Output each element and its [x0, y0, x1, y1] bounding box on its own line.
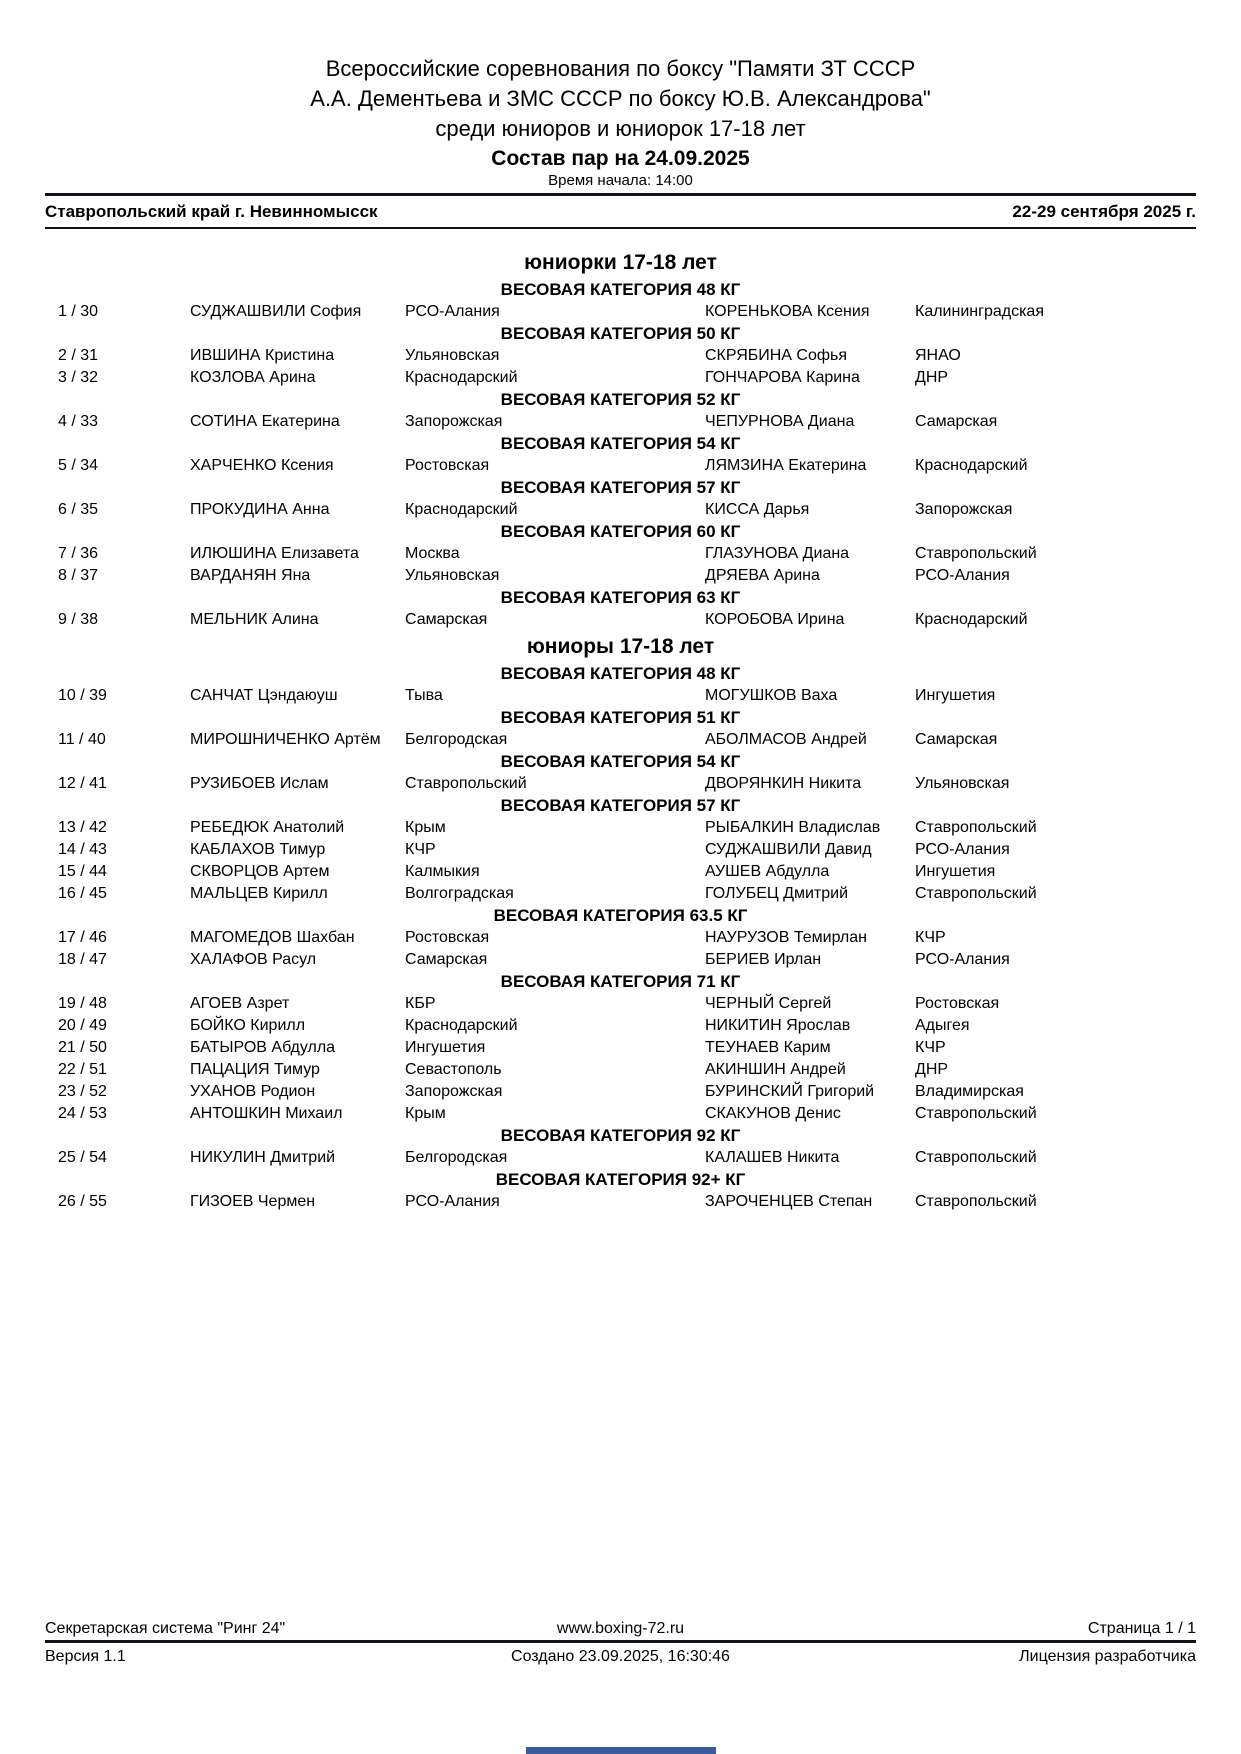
weight-category-title: ВЕСОВАЯ КАТЕГОРИЯ 48 КГ	[500, 664, 741, 683]
pair-number: 4 / 33	[58, 413, 99, 430]
blue-corner-region: Владимирская	[915, 1083, 1024, 1100]
blue-corner-region: Ставропольский	[915, 545, 1037, 562]
pair-row	[58, 1147, 1196, 1169]
pair-number: 20 / 49	[58, 1017, 107, 1034]
pair-number: 7 / 36	[58, 545, 99, 562]
blue-corner-name: МОГУШКОВ Ваха	[705, 687, 838, 704]
pair-list	[0, 345, 1241, 389]
pair-number: 5 / 34	[58, 457, 99, 474]
pair-number: 10 / 39	[58, 687, 107, 704]
license-label: Лицензия разработчика	[1019, 1648, 1196, 1665]
red-corner-region: Ингушетия	[405, 1039, 486, 1056]
weight-category	[0, 587, 1241, 631]
red-corner-name: СУДЖАШВИЛИ София	[190, 303, 362, 320]
weight-category	[0, 433, 1241, 477]
red-corner-name: БАТЫРОВ Абдулла	[190, 1039, 336, 1056]
competition-title	[0, 0, 1241, 144]
pair-list	[0, 499, 1241, 521]
start-time-line: Время начала: 14:00	[548, 172, 693, 189]
blue-corner-region: РСО-Алания	[915, 951, 1010, 968]
pair-row	[58, 729, 1196, 751]
pair-list	[0, 1191, 1241, 1213]
red-corner-region: Самарская	[405, 951, 488, 968]
age-section	[0, 249, 1241, 631]
weight-category-title: ВЕСОВАЯ КАТЕГОРИЯ 60 КГ	[500, 522, 741, 541]
pair-number: 25 / 54	[58, 1149, 107, 1166]
blue-corner-region: Адыгея	[915, 1017, 970, 1034]
blue-corner-region: Самарская	[915, 731, 998, 748]
pair-row	[58, 1015, 1196, 1037]
red-corner-name: МАЛЬЦЕВ Кирилл	[190, 885, 328, 902]
pair-row	[58, 927, 1196, 949]
red-corner-name: РЕБЕДЮК Анатолий	[190, 819, 345, 836]
red-corner-region: Краснодарский	[405, 501, 518, 518]
blue-corner-name: СКАКУНОВ Денис	[705, 1105, 841, 1122]
blue-corner-region: Ингушетия	[915, 863, 996, 880]
pair-list	[0, 817, 1241, 905]
pair-number: 23 / 52	[58, 1083, 107, 1100]
age-section	[0, 633, 1241, 1213]
blue-corner-name: КИССА Дарья	[705, 501, 810, 518]
blue-corner-region: Ставропольский	[915, 1149, 1037, 1166]
home-indicator-bar	[526, 1747, 716, 1754]
blue-corner-region: Ставропольский	[915, 1105, 1037, 1122]
red-corner-region: РСО-Алания	[405, 1193, 500, 1210]
blue-corner-name: КОРОБОВА Ирина	[705, 611, 845, 628]
blue-corner-name: БЕРИЕВ Ирлан	[705, 951, 822, 968]
red-corner-region: Самарская	[405, 611, 488, 628]
blue-corner-region: ДНР	[915, 369, 949, 386]
red-corner-name: УХАНОВ Родион	[190, 1083, 316, 1100]
red-corner-region: РСО-Алания	[405, 303, 500, 320]
red-corner-region: Запорожская	[405, 413, 503, 430]
pair-number: 21 / 50	[58, 1039, 107, 1056]
red-corner-region: Крым	[405, 1105, 446, 1122]
blue-corner-name: ТЕУНАЕВ Карим	[705, 1039, 831, 1056]
category-list	[0, 279, 1241, 631]
pair-list	[0, 729, 1241, 751]
red-corner-name: СКВОРЦОВ Артем	[190, 863, 330, 880]
red-corner-region: Калмыкия	[405, 863, 480, 880]
red-corner-name: ВАРДАНЯН Яна	[190, 567, 311, 584]
weight-category-title: ВЕСОВАЯ КАТЕГОРИЯ 50 КГ	[500, 324, 741, 343]
location-text: Ставропольский край г. Невинномысск	[45, 202, 378, 221]
pair-row	[58, 455, 1196, 477]
red-corner-name: АГОЕВ Азрет	[190, 995, 290, 1012]
weight-category-title: ВЕСОВАЯ КАТЕГОРИЯ 63 КГ	[500, 588, 741, 607]
weight-category-title: ВЕСОВАЯ КАТЕГОРИЯ 71 КГ	[500, 972, 741, 991]
blue-corner-region: КЧР	[915, 1039, 946, 1056]
red-corner-region: Крым	[405, 819, 446, 836]
weight-category	[0, 323, 1241, 389]
blue-corner-name: ГЛАЗУНОВА Диана	[705, 545, 850, 562]
blue-corner-name: ДВОРЯНКИН Никита	[705, 775, 862, 792]
weight-category	[0, 477, 1241, 521]
blue-corner-name: ЛЯМЗИНА Екатерина	[705, 457, 867, 474]
weight-category	[0, 1125, 1241, 1169]
blue-corner-region: Краснодарский	[915, 457, 1028, 474]
pair-list	[0, 927, 1241, 971]
blue-corner-name: ГОЛУБЕЦ Дмитрий	[705, 885, 849, 902]
red-corner-region: Тыва	[405, 687, 443, 704]
title-line-2: А.А. Дементьева и ЗМС СССР по боксу Ю.В. Александрова"	[310, 86, 931, 111]
pairs-date-line: Состав пар на 24.09.2025	[491, 147, 750, 170]
red-corner-region: Краснодарский	[405, 1017, 518, 1034]
blue-corner-region: Ростовская	[915, 995, 1000, 1012]
blue-corner-name: ЗАРОЧЕНЦЕВ Степан	[705, 1193, 873, 1210]
pair-row	[58, 543, 1196, 565]
location-row	[45, 196, 1196, 227]
pair-number: 14 / 43	[58, 841, 107, 858]
red-corner-region: КБР	[405, 995, 436, 1012]
red-corner-name: МЕЛЬНИК Алина	[190, 611, 319, 628]
weight-category-title: ВЕСОВАЯ КАТЕГОРИЯ 92+ КГ	[495, 1170, 746, 1189]
pairs-list	[0, 249, 1241, 1213]
weight-category-title: ВЕСОВАЯ КАТЕГОРИЯ 57 КГ	[500, 796, 741, 815]
red-corner-region: Ульяновская	[405, 567, 500, 584]
blue-corner-name: АУШЕВ Абдулла	[705, 863, 830, 880]
blue-corner-region: Самарская	[915, 413, 998, 430]
weight-category-title: ВЕСОВАЯ КАТЕГОРИЯ 52 КГ	[500, 390, 741, 409]
pair-row	[58, 499, 1196, 521]
red-corner-name: РУЗИБОЕВ Ислам	[190, 775, 329, 792]
pair-list	[0, 543, 1241, 587]
pair-list	[0, 1147, 1241, 1169]
pair-row	[58, 565, 1196, 587]
red-corner-region: Ставропольский	[405, 775, 527, 792]
pair-list	[0, 301, 1241, 323]
red-corner-name: ПАЦАЦИЯ Тимур	[190, 1061, 320, 1078]
pair-list	[0, 773, 1241, 795]
red-corner-region: Ростовская	[405, 929, 490, 946]
blue-corner-name: НАУРУЗОВ Темирлан	[705, 929, 867, 946]
red-corner-name: НИКУЛИН Дмитрий	[190, 1149, 336, 1166]
document-header	[0, 0, 1241, 229]
blue-corner-region: Ставропольский	[915, 1193, 1037, 1210]
weight-category	[0, 279, 1241, 323]
pair-number: 17 / 46	[58, 929, 107, 946]
blue-corner-region: ДНР	[915, 1061, 949, 1078]
blue-corner-name: АКИНШИН Андрей	[705, 1061, 846, 1078]
pair-row	[58, 367, 1196, 389]
blue-corner-region: Ставропольский	[915, 885, 1037, 902]
footer-row-bottom	[45, 1647, 1196, 1666]
pair-row	[58, 301, 1196, 323]
red-corner-region: КЧР	[405, 841, 436, 858]
red-corner-name: ХАЛАФОВ Расул	[190, 951, 317, 968]
blue-corner-name: ЧЕРНЫЙ Сергей	[705, 995, 832, 1012]
blue-corner-region: Калининградская	[915, 303, 1044, 320]
blue-corner-name: АБОЛМАСОВ Андрей	[705, 731, 867, 748]
section-title: юниорки 17-18 лет	[524, 251, 717, 274]
pair-number: 8 / 37	[58, 567, 99, 584]
blue-corner-name: СУДЖАШВИЛИ Давид	[705, 841, 872, 858]
red-corner-region: Краснодарский	[405, 369, 518, 386]
weight-category	[0, 663, 1241, 707]
weight-category-title: ВЕСОВАЯ КАТЕГОРИЯ 63.5 КГ	[493, 906, 748, 925]
red-corner-name: АНТОШКИН Михаил	[190, 1105, 343, 1122]
pair-number: 11 / 40	[58, 731, 106, 748]
pair-number: 13 / 42	[58, 819, 107, 836]
pair-number: 12 / 41	[58, 775, 107, 792]
version-label: Версия 1.1	[45, 1648, 126, 1665]
pair-number: 18 / 47	[58, 951, 107, 968]
red-corner-name: ХАРЧЕНКО Ксения	[190, 457, 334, 474]
pair-number: 3 / 32	[58, 369, 99, 386]
pair-row	[58, 1103, 1196, 1125]
red-corner-name: КОЗЛОВА Арина	[190, 369, 316, 386]
weight-category	[0, 751, 1241, 795]
weight-category-title: ВЕСОВАЯ КАТЕГОРИЯ 54 КГ	[500, 752, 741, 771]
pair-list	[0, 411, 1241, 433]
blue-corner-name: ДРЯЕВА Арина	[705, 567, 820, 584]
pair-row	[58, 1059, 1196, 1081]
weight-category-title: ВЕСОВАЯ КАТЕГОРИЯ 92 КГ	[500, 1126, 741, 1145]
weight-category	[0, 389, 1241, 433]
blue-corner-region: РСО-Алания	[915, 567, 1010, 584]
pair-number: 22 / 51	[58, 1061, 107, 1078]
pair-list	[0, 685, 1241, 707]
red-corner-name: ИЛЮШИНА Елизавета	[190, 545, 359, 562]
pair-number: 24 / 53	[58, 1105, 107, 1122]
pair-row	[58, 609, 1196, 631]
pair-number: 2 / 31	[58, 347, 99, 364]
secretary-system-label: Секретарская система "Ринг 24"	[45, 1620, 286, 1637]
pair-row	[58, 861, 1196, 883]
red-corner-region: Волгоградская	[405, 885, 514, 902]
pair-row	[58, 839, 1196, 861]
weight-category-title: ВЕСОВАЯ КАТЕГОРИЯ 54 КГ	[500, 434, 741, 453]
blue-corner-region: Ульяновская	[915, 775, 1010, 792]
website-link[interactable]: www.boxing-72.ru	[556, 1620, 685, 1637]
pair-number: 26 / 55	[58, 1193, 107, 1210]
header-divider	[45, 227, 1196, 229]
blue-corner-name: КАЛАШЕВ Никита	[705, 1149, 840, 1166]
pair-row	[58, 817, 1196, 839]
red-corner-name: ПРОКУДИНА Анна	[190, 501, 330, 518]
document-footer	[45, 1619, 1196, 1666]
red-corner-name: КАБЛАХОВ Тимур	[190, 841, 326, 858]
category-list	[0, 663, 1241, 1213]
blue-corner-region: Запорожская	[915, 501, 1013, 518]
pair-row	[58, 949, 1196, 971]
footer-divider	[45, 1640, 1196, 1643]
blue-corner-region: КЧР	[915, 929, 946, 946]
created-label: Создано 23.09.2025, 16:30:46	[511, 1648, 730, 1665]
weight-category	[0, 971, 1241, 1125]
pair-number: 15 / 44	[58, 863, 107, 880]
weight-category	[0, 707, 1241, 751]
blue-corner-region: Краснодарский	[915, 611, 1028, 628]
red-corner-region: Москва	[405, 545, 460, 562]
page-number: Страница 1 / 1	[1087, 1620, 1196, 1637]
weight-category	[0, 1169, 1241, 1213]
blue-corner-region: Ставропольский	[915, 819, 1037, 836]
pair-row	[58, 883, 1196, 905]
pair-list	[0, 993, 1241, 1125]
red-corner-name: СОТИНА Екатерина	[190, 413, 340, 430]
blue-corner-name: СКРЯБИНА Софья	[705, 347, 848, 364]
footer-row-top	[45, 1619, 1196, 1638]
red-corner-name: ИВШИНА Кристина	[190, 347, 335, 364]
weight-category	[0, 905, 1241, 971]
pair-row	[58, 1037, 1196, 1059]
weight-category	[0, 795, 1241, 905]
pair-row	[58, 993, 1196, 1015]
red-corner-region: Севастополь	[405, 1061, 502, 1078]
pair-row	[58, 773, 1196, 795]
blue-corner-name: РЫБАЛКИН Владислав	[705, 819, 881, 836]
red-corner-name: САНЧАТ Цэндаюуш	[190, 687, 338, 704]
title-line-3: среди юниоров и юниорок 17-18 лет	[435, 116, 806, 141]
blue-corner-name: НИКИТИН Ярослав	[705, 1017, 851, 1034]
red-corner-name: МАГОМЕДОВ Шахбан	[190, 929, 355, 946]
title-line-1: Всероссийские соревнования по боксу "Памяти ЗТ СССР	[325, 56, 916, 81]
blue-corner-name: ГОНЧАРОВА Карина	[705, 369, 860, 386]
dates-text: 22-29 сентября 2025 г.	[1012, 202, 1196, 221]
blue-corner-name: КОРЕНЬКОВА Ксения	[705, 303, 870, 320]
pair-row	[58, 411, 1196, 433]
blue-corner-region: ЯНАО	[915, 347, 961, 364]
pair-number: 6 / 35	[58, 501, 99, 518]
blue-corner-region: Ингушетия	[915, 687, 996, 704]
red-corner-region: Ульяновская	[405, 347, 500, 364]
red-corner-name: МИРОШНИЧЕНКО Артём	[190, 731, 381, 748]
weight-category-title: ВЕСОВАЯ КАТЕГОРИЯ 51 КГ	[500, 708, 741, 727]
pair-row	[58, 685, 1196, 707]
pair-number: 19 / 48	[58, 995, 107, 1012]
pair-list	[0, 455, 1241, 477]
pair-number: 16 / 45	[58, 885, 107, 902]
red-corner-region: Белгородская	[405, 731, 508, 748]
weight-category-title: ВЕСОВАЯ КАТЕГОРИЯ 57 КГ	[500, 478, 741, 497]
red-corner-name: БОЙКО Кирилл	[190, 1017, 306, 1034]
pair-number: 9 / 38	[58, 611, 99, 628]
blue-corner-region: РСО-Алания	[915, 841, 1010, 858]
pair-row	[58, 1191, 1196, 1213]
red-corner-region: Ростовская	[405, 457, 490, 474]
pair-row	[58, 345, 1196, 367]
weight-category	[0, 521, 1241, 587]
pair-row	[58, 1081, 1196, 1103]
red-corner-region: Запорожская	[405, 1083, 503, 1100]
pair-list	[0, 609, 1241, 631]
blue-corner-name: БУРИНСКИЙ Григорий	[705, 1083, 875, 1100]
red-corner-name: ГИЗОЕВ Чермен	[190, 1193, 316, 1210]
section-title: юниоры 17-18 лет	[526, 635, 715, 658]
blue-corner-name: ЧЕПУРНОВА Диана	[705, 413, 855, 430]
weight-category-title: ВЕСОВАЯ КАТЕГОРИЯ 48 КГ	[500, 280, 741, 299]
red-corner-region: Белгородская	[405, 1149, 508, 1166]
pair-number: 1 / 30	[58, 303, 99, 320]
